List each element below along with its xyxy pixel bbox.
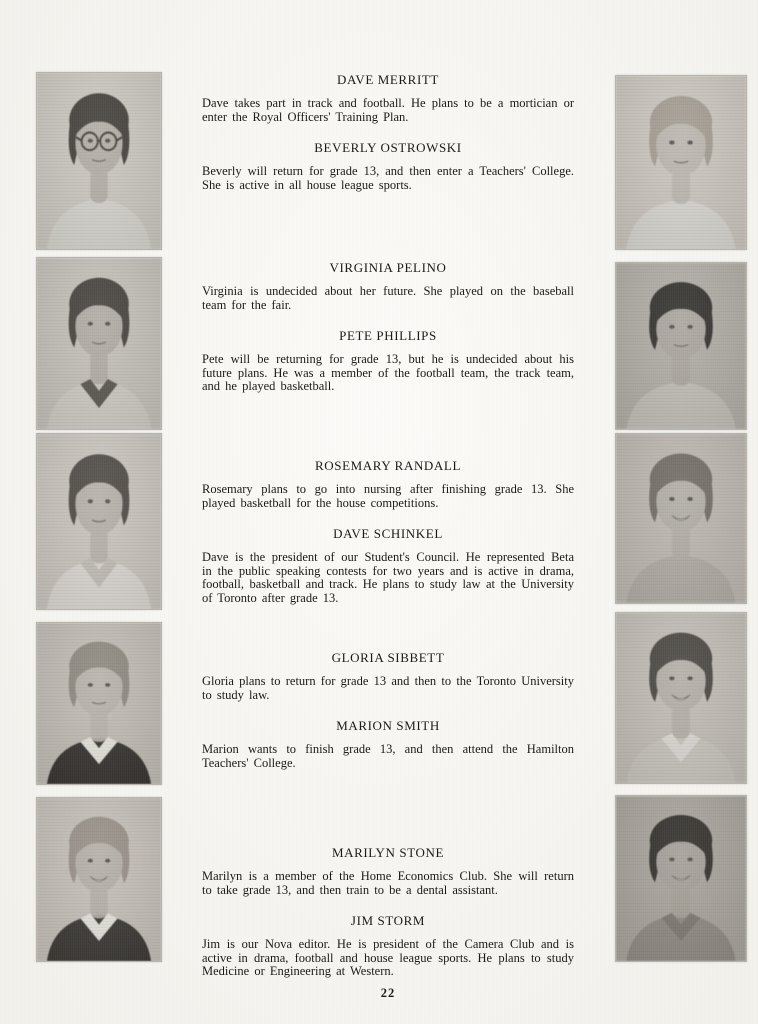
- student-name: ROSEMARY RANDALL: [315, 458, 461, 473]
- student-name: MARION SMITH: [336, 718, 440, 733]
- student-bio: Beverly will return for grade 13, and then enter a Teachers' College. She is active in all house league sports.: [202, 164, 574, 192]
- portrait-photo: [615, 433, 747, 604]
- section-2: [202, 260, 574, 410]
- portrait-photo: [36, 72, 162, 250]
- student-bio: Jim is our Nova editor. He is president of the Camera Club and is active in drama, football and house league sports. He plans to study Medicine or Engineering at Western.: [202, 937, 574, 978]
- section-5: [202, 845, 574, 995]
- student-name: JIM STORM: [350, 913, 426, 928]
- student-bio: Marion wants to finish grade 13, and then attend the Hamilton Teachers' College.: [202, 742, 574, 770]
- student-name: DAVE SCHINKEL: [333, 526, 443, 541]
- student-name: MARILYN STONE: [331, 845, 445, 860]
- portrait-photo: [36, 622, 162, 785]
- student-name: GLORIA SIBBETT: [331, 650, 445, 665]
- portrait-photo: [36, 433, 162, 610]
- portrait-photo: [615, 75, 747, 250]
- student-bio: Virginia is undecided about her future. She played on the baseball team for the fair.: [202, 284, 574, 312]
- page-number: 22: [380, 986, 396, 1000]
- student-name: DAVE MERRITT: [337, 72, 439, 87]
- student-name: PETE PHILLIPS: [339, 328, 437, 343]
- student-bio: Gloria plans to return for grade 13 and then to the Toronto University to study law.: [202, 674, 574, 702]
- section-1: [202, 72, 574, 208]
- portrait-photo: [36, 257, 162, 430]
- portrait-photo: [615, 262, 747, 430]
- portrait-photo: [36, 797, 162, 962]
- student-bio: Marilyn is a member of the Home Economics Club. She will return to take grade 13, and then train to be a dental assistant.: [202, 869, 574, 897]
- student-bio: Dave takes part in track and football. He plans to be a mortician or enter the Royal Officers' Training Plan.: [202, 96, 574, 124]
- student-name: VIRGINIA PELINO: [329, 260, 447, 275]
- portrait-photo: [615, 795, 747, 962]
- student-name: BEVERLY OSTROWSKI: [314, 140, 462, 155]
- section-3: [202, 458, 574, 621]
- section-4: [202, 650, 574, 786]
- student-bio: Dave is the president of our Student's Council. He represented Beta in the public speaking contests for two years and is active in drama, football, basketball and track. He plans to study law at the University of Toronto after grade 13.: [202, 550, 574, 605]
- student-bio: Rosemary plans to go into nursing after finishing grade 13. She played basketball for the house competitions.: [202, 482, 574, 510]
- portrait-photo: [615, 612, 747, 784]
- student-bio: Pete will be returning for grade 13, but he is undecided about his future plans. He was a member of the football team, the track team, and he played basketball.: [202, 352, 574, 393]
